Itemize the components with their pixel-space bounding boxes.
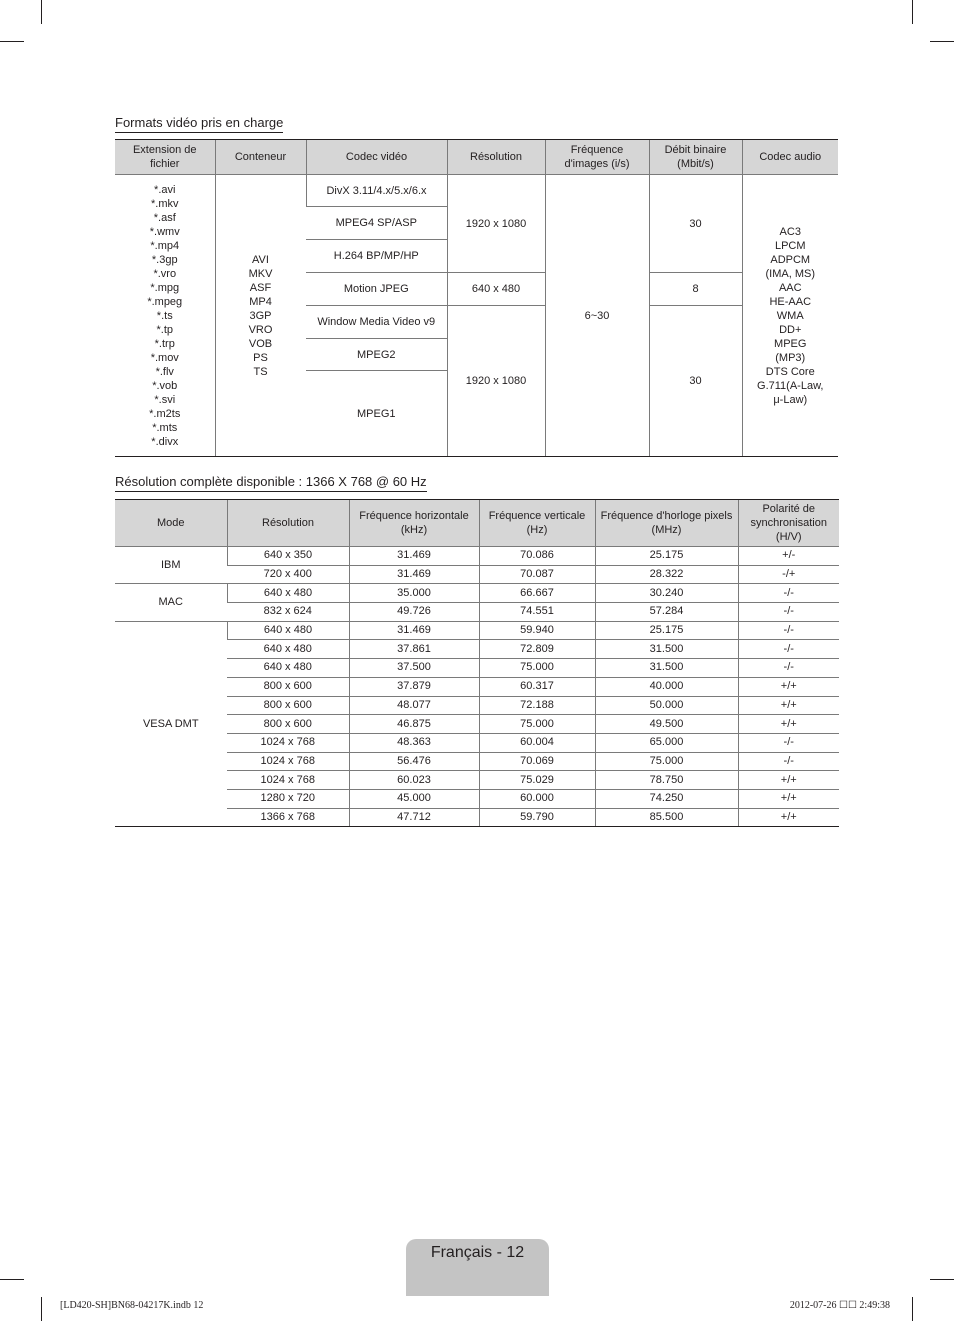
cell: -/- xyxy=(738,752,839,771)
cell: 31.469 xyxy=(349,621,479,640)
display-modes-table xyxy=(115,499,839,827)
cell: 75.000 xyxy=(479,715,595,734)
cell: 25.175 xyxy=(595,621,738,640)
table-header-row xyxy=(115,140,838,175)
col-header: Extension de fichier xyxy=(115,140,215,175)
codec-cell: H.264 BP/MP/HP xyxy=(306,240,447,273)
crop-mark xyxy=(0,1279,24,1280)
cell: -/- xyxy=(738,733,839,752)
cell: -/+ xyxy=(738,565,839,584)
cell: 75.029 xyxy=(479,771,595,790)
cell: 59.790 xyxy=(479,808,595,827)
cell: 31.469 xyxy=(349,547,479,566)
modes-title: Résolution complète disponible : 1366 X 768 @ 60 Hz xyxy=(115,474,427,492)
cell: 48.077 xyxy=(349,696,479,715)
cell: 47.712 xyxy=(349,808,479,827)
cell: 37.879 xyxy=(349,677,479,696)
cell: 65.000 xyxy=(595,733,738,752)
codec-cell: DivX 3.11/4.x/5.x/6.x xyxy=(306,175,447,207)
page-number-tab xyxy=(406,1239,549,1296)
mode-cell: IBM xyxy=(115,547,227,584)
cell: 640 x 480 xyxy=(227,659,349,678)
col-header: Mode xyxy=(115,500,227,547)
crop-mark xyxy=(41,1297,42,1321)
footer-timestamp: 2012-07-26 ☐☐ 2:49:38 xyxy=(789,1300,890,1311)
cell: 70.086 xyxy=(479,547,595,566)
crop-mark xyxy=(930,1279,954,1280)
extensions-cell: *.avi *.mkv *.asf *.wmv *.mp4 *.3gp *.vro *.mpg *.mpeg *.ts *.tp *.trp *.mov *.flv *.vob *.svi *.m2ts *.mts *.divx xyxy=(115,175,215,457)
mode-cell: VESA DMT xyxy=(115,621,227,827)
cell: 75.000 xyxy=(479,659,595,678)
cell: 28.322 xyxy=(595,565,738,584)
cell: 74.551 xyxy=(479,603,595,622)
cell: 72.188 xyxy=(479,696,595,715)
cell: 40.000 xyxy=(595,677,738,696)
cell: 46.875 xyxy=(349,715,479,734)
audio-codecs-cell: AC3 LPCM ADPCM (IMA, MS) AAC HE-AAC WMA DD+ MPEG (MP3) DTS Core G.711(A-Law, μ-Law) xyxy=(742,175,838,457)
cell: 31.500 xyxy=(595,640,738,659)
page-label: Français - 12 xyxy=(430,1244,525,1261)
cell: 59.940 xyxy=(479,621,595,640)
cell: 60.317 xyxy=(479,677,595,696)
cell: -/- xyxy=(738,603,839,622)
crop-mark xyxy=(0,41,24,42)
cell: +/- xyxy=(738,547,839,566)
cell: 60.023 xyxy=(349,771,479,790)
cell: 78.750 xyxy=(595,771,738,790)
cell: -/- xyxy=(738,584,839,603)
cell: 56.476 xyxy=(349,752,479,771)
codec-cell: MPEG2 xyxy=(306,339,447,371)
crop-mark xyxy=(930,41,954,42)
table-row xyxy=(115,621,839,640)
col-header: Fréquence verticale (Hz) xyxy=(479,500,595,547)
bitrate-cell: 8 xyxy=(649,273,742,306)
cell: 57.284 xyxy=(595,603,738,622)
cell: 37.500 xyxy=(349,659,479,678)
cell: 60.000 xyxy=(479,789,595,808)
mode-cell: MAC xyxy=(115,584,227,621)
codec-cell: Motion JPEG xyxy=(306,273,447,306)
frame-rate-cell: 6~30 xyxy=(545,175,649,457)
crop-mark xyxy=(912,1297,913,1321)
footer-file: [LD420-SH]BN68-04217K.indb 12 xyxy=(60,1300,204,1311)
cell: 75.000 xyxy=(595,752,738,771)
cell: 640 x 480 xyxy=(227,584,349,603)
cell: +/+ xyxy=(738,696,839,715)
codec-cell: MPEG1 xyxy=(306,371,447,457)
cell: +/+ xyxy=(738,808,839,827)
crop-mark xyxy=(41,0,42,24)
table-row xyxy=(115,547,839,566)
cell: 1366 x 768 xyxy=(227,808,349,827)
cell: 1024 x 768 xyxy=(227,733,349,752)
resolution-cell: 1920 x 1080 xyxy=(447,306,545,457)
cell: 800 x 600 xyxy=(227,696,349,715)
col-header: Débit binaire (Mbit/s) xyxy=(649,140,742,175)
cell: +/+ xyxy=(738,789,839,808)
cell: 800 x 600 xyxy=(227,677,349,696)
codec-cell: Window Media Video v9 xyxy=(306,306,447,339)
cell: 37.861 xyxy=(349,640,479,659)
col-header: Fréquence horizontale (kHz) xyxy=(349,500,479,547)
col-header: Résolution xyxy=(227,500,349,547)
video-formats-table xyxy=(115,139,838,457)
cell: 49.726 xyxy=(349,603,479,622)
cell: +/+ xyxy=(738,677,839,696)
cell: 31.500 xyxy=(595,659,738,678)
containers-cell: AVI MKV ASF MP4 3GP VRO VOB PS TS xyxy=(215,175,306,457)
col-header: Fréquence d'images (i/s) xyxy=(545,140,649,175)
table-row xyxy=(115,175,838,207)
cell: -/- xyxy=(738,621,839,640)
cell: +/+ xyxy=(738,715,839,734)
cell: 30.240 xyxy=(595,584,738,603)
cell: 60.004 xyxy=(479,733,595,752)
codec-cell: MPEG4 SP/ASP xyxy=(306,207,447,240)
cell: 31.469 xyxy=(349,565,479,584)
cell: -/- xyxy=(738,659,839,678)
cell: 1024 x 768 xyxy=(227,752,349,771)
table-header-row xyxy=(115,500,839,547)
cell: 70.087 xyxy=(479,565,595,584)
cell: 70.069 xyxy=(479,752,595,771)
cell: 74.250 xyxy=(595,789,738,808)
resolution-cell: 640 x 480 xyxy=(447,273,545,306)
bitrate-cell: 30 xyxy=(649,175,742,273)
table-row xyxy=(115,584,839,603)
cell: 640 x 350 xyxy=(227,547,349,566)
cell: 48.363 xyxy=(349,733,479,752)
cell: -/- xyxy=(738,640,839,659)
cell: 800 x 600 xyxy=(227,715,349,734)
col-header: Codec vidéo xyxy=(306,140,447,175)
cell: 66.667 xyxy=(479,584,595,603)
cell: 35.000 xyxy=(349,584,479,603)
col-header: Polarité de synchronisation (H/V) xyxy=(738,500,839,547)
resolution-cell: 1920 x 1080 xyxy=(447,175,545,273)
cell: 832 x 624 xyxy=(227,603,349,622)
cell: 72.809 xyxy=(479,640,595,659)
cell: 85.500 xyxy=(595,808,738,827)
col-header: Fréquence d'horloge pixels (MHz) xyxy=(595,500,738,547)
formats-title: Formats vidéo pris en charge xyxy=(115,115,283,133)
col-header: Conteneur xyxy=(215,140,306,175)
col-header: Résolution xyxy=(447,140,545,175)
cell: 25.175 xyxy=(595,547,738,566)
cell: +/+ xyxy=(738,771,839,790)
cell: 720 x 400 xyxy=(227,565,349,584)
cell: 49.500 xyxy=(595,715,738,734)
col-header: Codec audio xyxy=(742,140,838,175)
cell: 640 x 480 xyxy=(227,640,349,659)
cell: 640 x 480 xyxy=(227,621,349,640)
crop-mark xyxy=(912,0,913,24)
bitrate-cell: 30 xyxy=(649,306,742,457)
cell: 50.000 xyxy=(595,696,738,715)
cell: 1024 x 768 xyxy=(227,771,349,790)
cell: 1280 x 720 xyxy=(227,789,349,808)
cell: 45.000 xyxy=(349,789,479,808)
